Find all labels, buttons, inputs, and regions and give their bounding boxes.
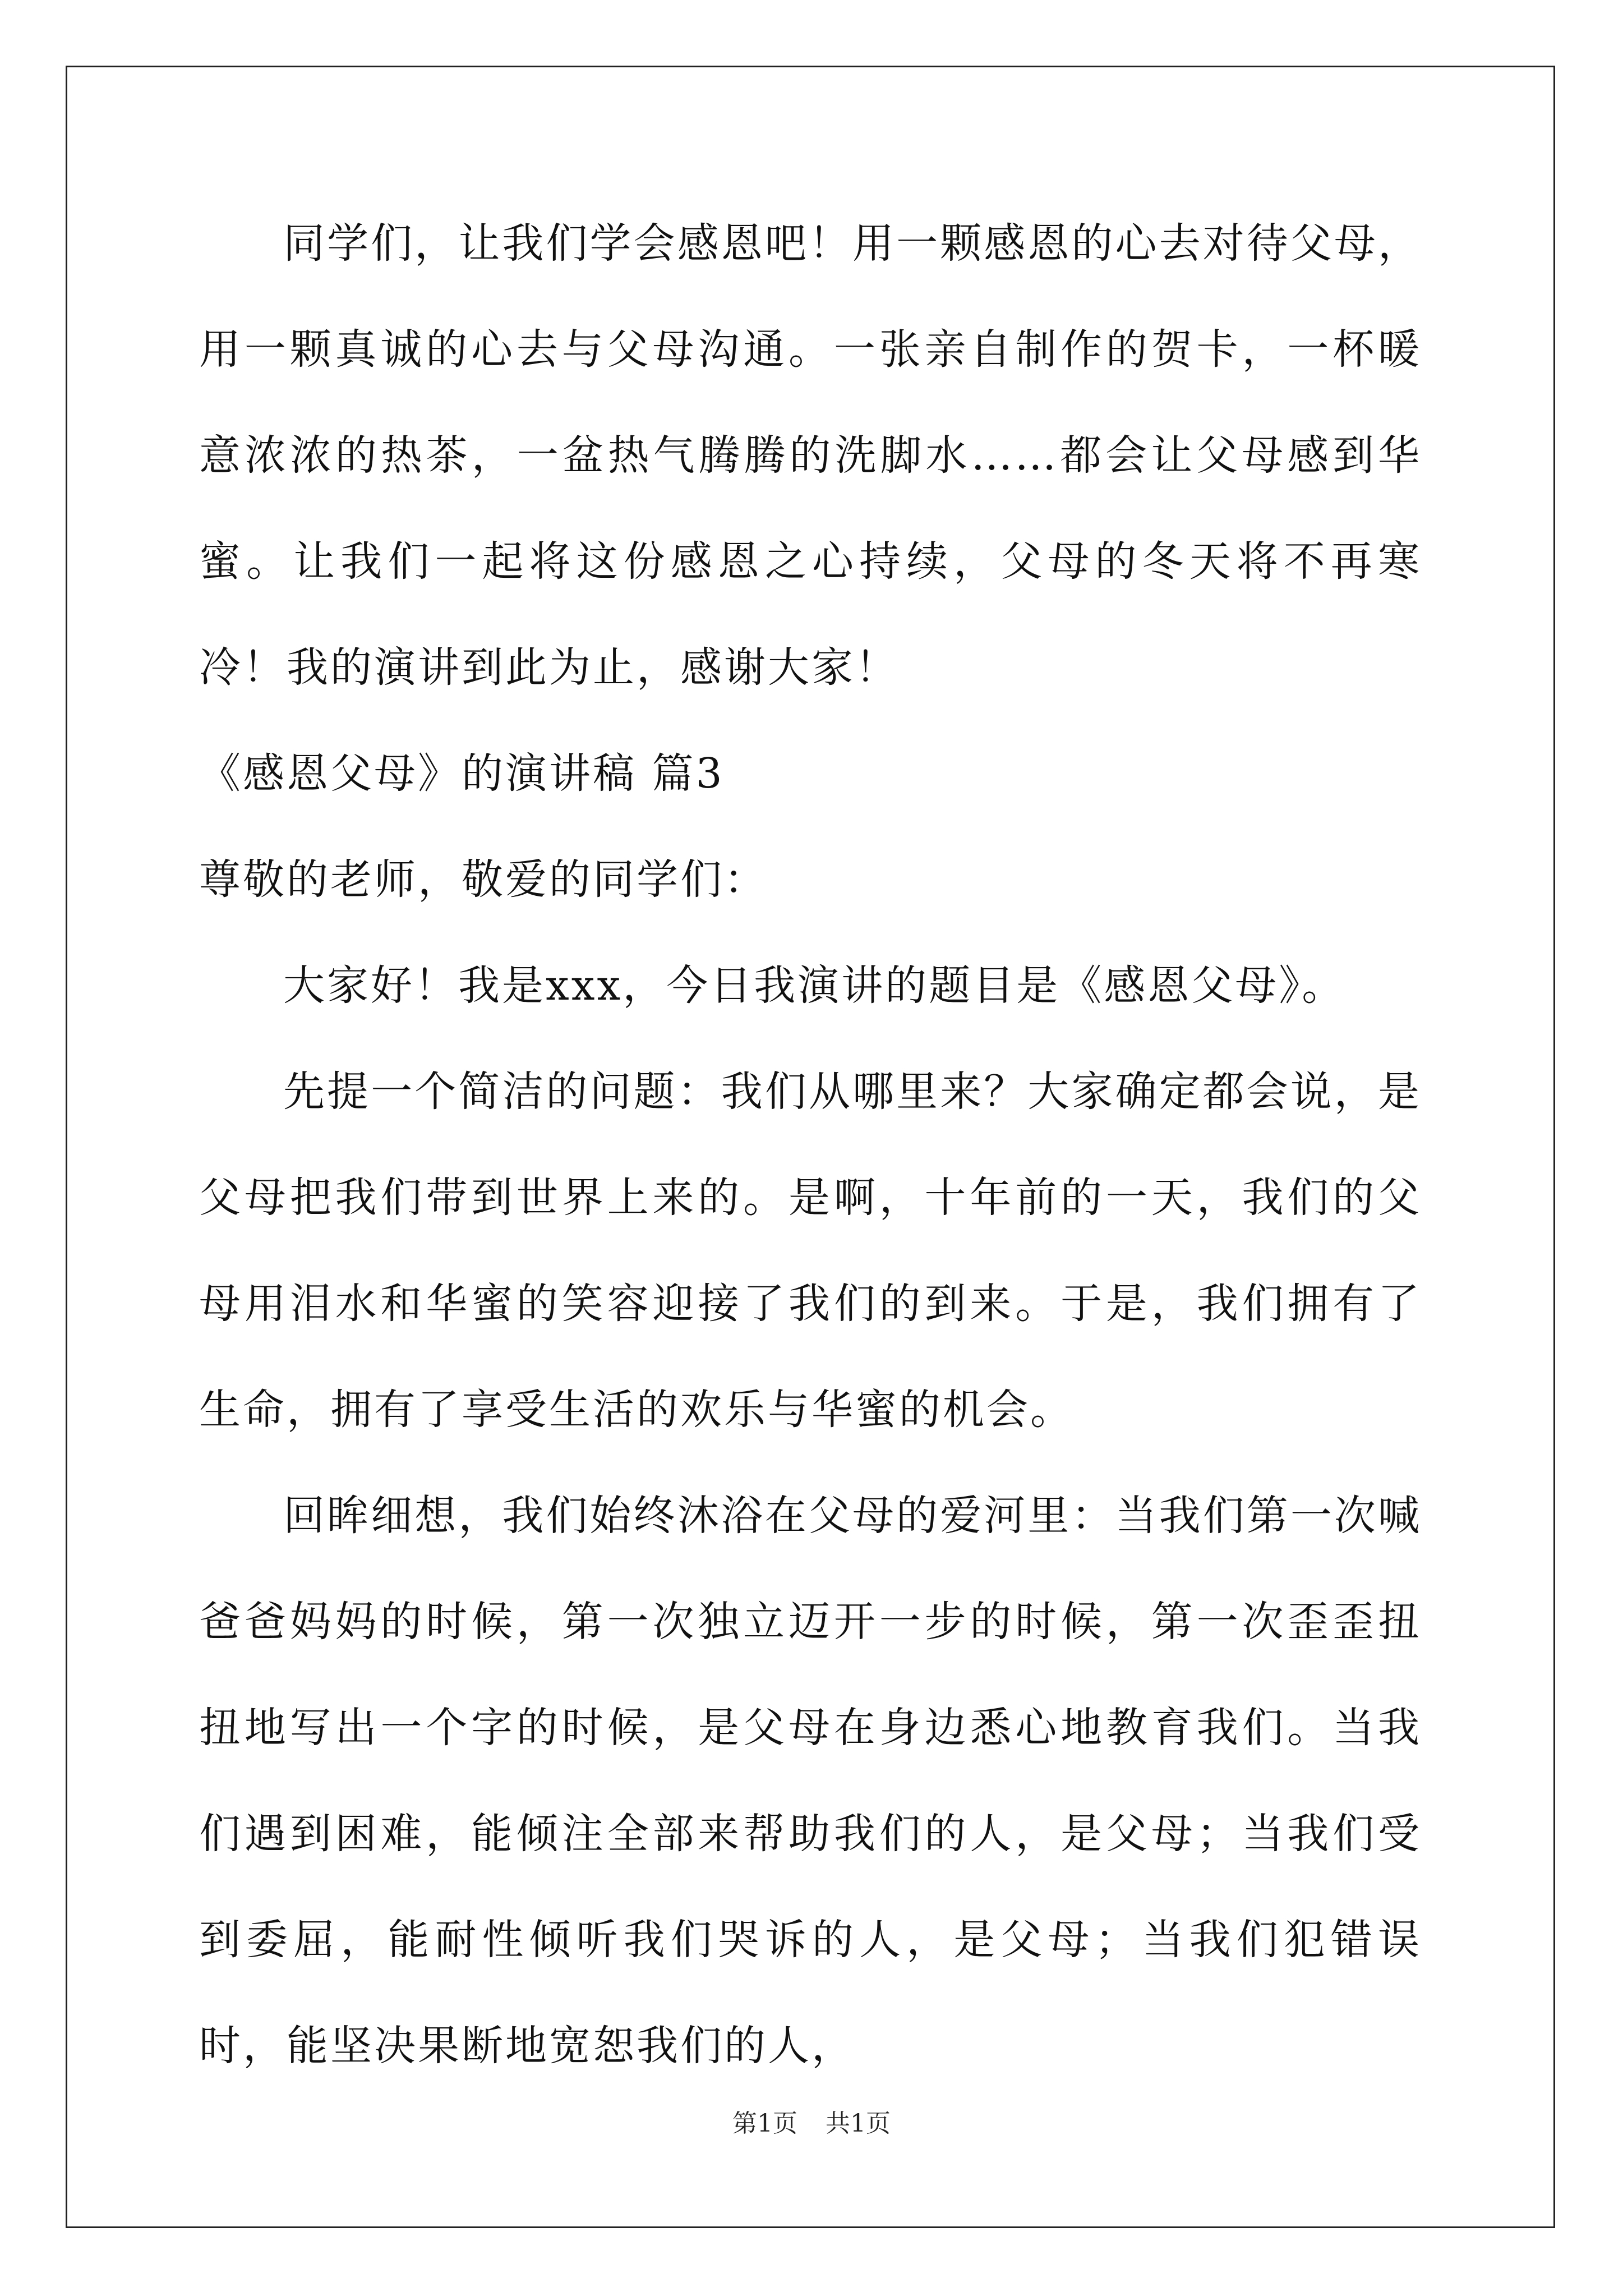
page-total: 共1页 — [826, 2109, 891, 2138]
document-body — [199, 191, 1422, 2099]
page-footer — [0, 2107, 1623, 2141]
section-heading: 《感恩父母》的演讲稿 篇3 — [199, 749, 725, 798]
paragraph-closing-thanks: 同学们，让我们学会感恩吧！用一颗感恩的心去对待父母，用一颗真诚的心去与父母沟通。一张亲自制作的贺卡，一杯暖意浓浓的热茶，一盆热气腾腾的洗脚水……都会让父母感到华蜜。让我们一起将这份感恩之心持续，父母的冬天将不再寒冷！我的演讲到此为止，感谢大家！ — [199, 219, 1422, 692]
salutation: 尊敬的老师，敬爱的同学们： — [199, 855, 768, 904]
paragraph-recollection: 回眸细想，我们始终沐浴在父母的爱河里：当我们第一次喊爸爸妈妈的时候，第一次独立迈开一步的时候，第一次歪歪扭扭地写出一个字的时候，是父母在身边悉心地教育我们。当我们遇到困难，能倾注全部来帮助我们的人，是父母；当我们受到委屈，能耐性倾听我们哭诉的人，是父母；当我们犯错误时，能坚决果断地宽恕我们的人， — [199, 1492, 1422, 2070]
paragraph-greeting: 大家好！我是xxx，今日我演讲的题目是《感恩父母》。 — [283, 961, 1346, 1010]
paragraph-question: 先提一个简洁的问题：我们从哪里来？大家确定都会说，是父母把我们带到世界上来的。是啊，十年前的一天，我们的父母用泪水和华蜜的笑容迎接了我们的到来。于是，我们拥有了生命，拥有了享受生活的欢乐与华蜜的机会。 — [199, 1068, 1422, 1434]
page-number: 第1页 — [732, 2109, 797, 2138]
